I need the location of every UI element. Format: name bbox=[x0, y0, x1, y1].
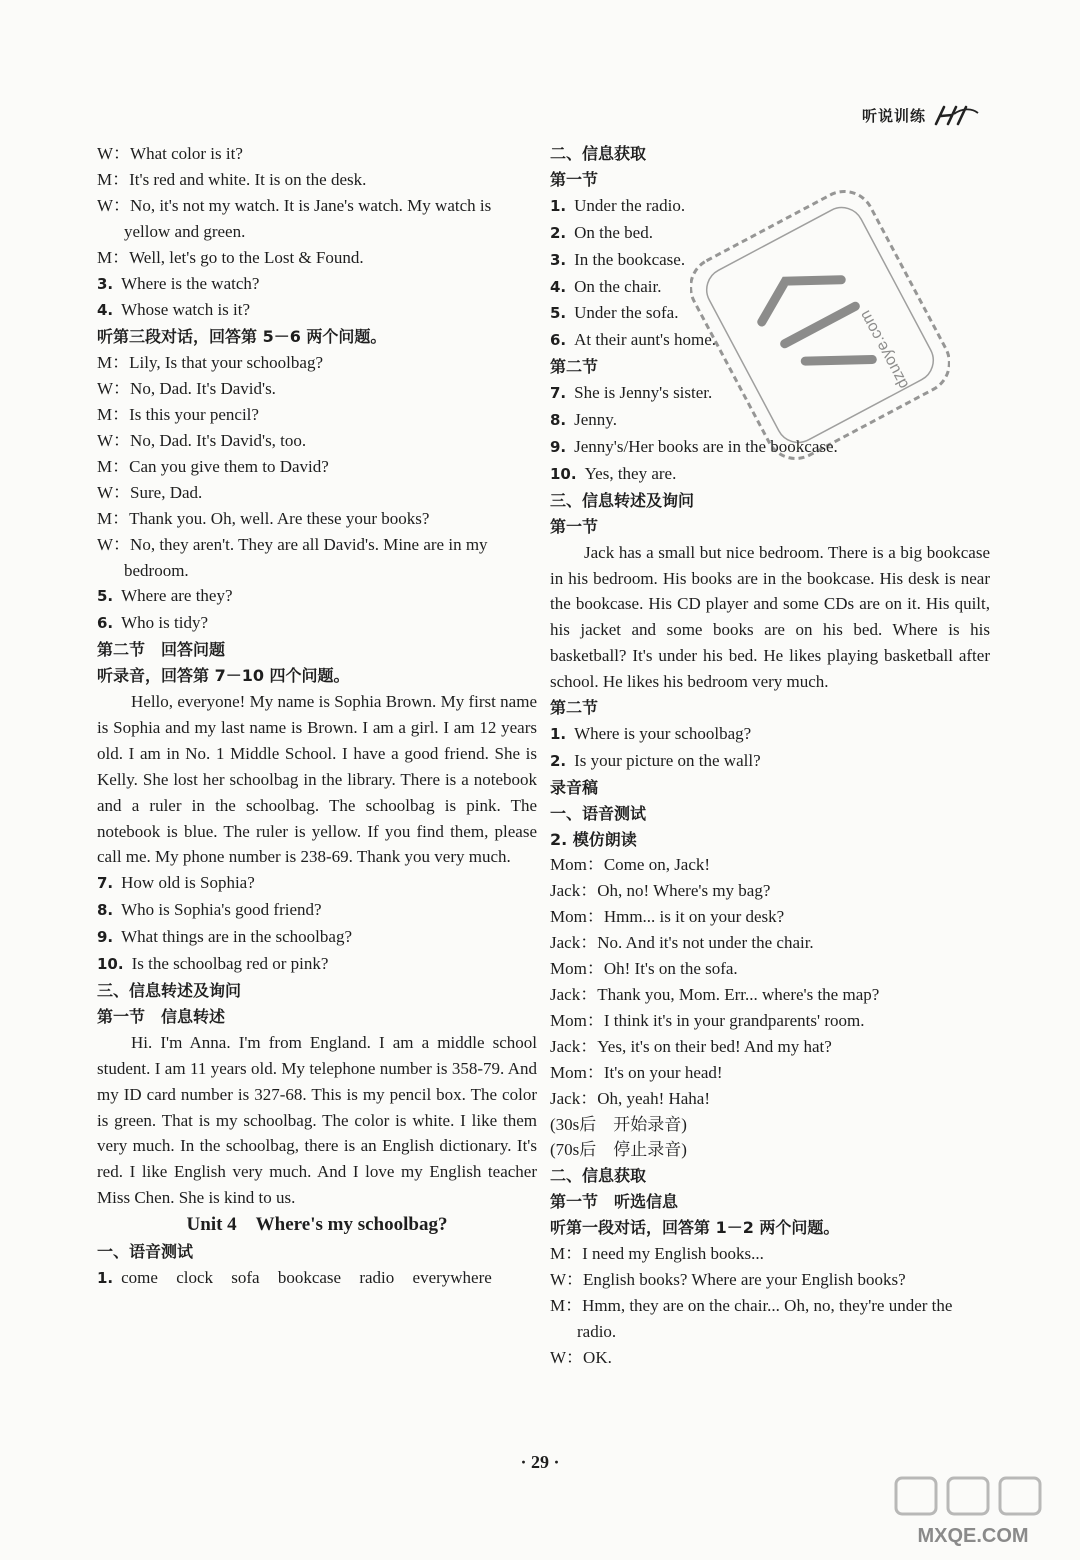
item-text: Where is your schoolbag? bbox=[574, 723, 752, 743]
item-number: 5. bbox=[550, 304, 567, 323]
item-number: 2. bbox=[550, 223, 567, 242]
script-line: Jack：Oh, yeah! Haha! bbox=[550, 1088, 711, 1108]
header-title: 听说训练 bbox=[861, 106, 926, 125]
section-heading: 录音稿 bbox=[550, 777, 599, 797]
section-heading: 三、信息转述及询问 bbox=[97, 981, 242, 1000]
numbered-item bbox=[550, 407, 990, 434]
numbered-item bbox=[97, 951, 537, 978]
item-text: Who is tidy? bbox=[121, 613, 209, 633]
dialogue-line: M：Thank you. Oh, well. Are these your books? bbox=[97, 508, 430, 528]
dialogue-line: M：Lily, Is that your schoolbag? bbox=[97, 353, 323, 373]
left-column bbox=[97, 141, 537, 1292]
dialogue-line: M：It's red and white. It is on the desk. bbox=[97, 169, 367, 189]
dialogue-line: W：OK. bbox=[550, 1347, 612, 1367]
dialogue-line: W：What color is it? bbox=[97, 144, 243, 163]
script-line: Mom：Hmm... is it on your desk? bbox=[550, 907, 785, 927]
section-heading: 二、信息获取 bbox=[550, 1166, 647, 1186]
section-heading: 听第三段对话，回答第 5－6 两个问题。 bbox=[97, 327, 387, 347]
section-heading: 第一节 bbox=[550, 516, 599, 536]
section-heading: 第一节 bbox=[550, 169, 599, 189]
item-text: Jenny. bbox=[574, 410, 617, 430]
page-header bbox=[862, 104, 980, 126]
item-number: 9. bbox=[550, 437, 567, 456]
section-heading: 二、信息获取 bbox=[550, 144, 647, 163]
passage-paragraph: Hi. I'm Anna. I'm from England. I am a middle school student. I am 11 years old. My telephone number is 358-79. And my ID card number is 327-68. This is my pencil box. The color is green. That is my schoolbag. The color is white. I like them very much. In the schoolbag, there is an English dictionary. It's red. I like English very much. And I love my English teacher Miss Chen. She is kind to us. bbox=[97, 1032, 537, 1208]
dialogue-line: W：No, they aren't. They are all David's. Mine are in my bedroom. bbox=[97, 534, 488, 580]
item-number: 5. bbox=[97, 587, 114, 606]
item-number: 8. bbox=[97, 901, 114, 920]
numbered-item bbox=[97, 297, 537, 324]
script-line: Jack：Thank you, Mom. Err... where's the map? bbox=[550, 985, 880, 1004]
item-number: 4. bbox=[97, 301, 114, 320]
item-number: 6. bbox=[550, 331, 567, 350]
numbered-item bbox=[97, 870, 537, 897]
script-line: Mom：It's on your head! bbox=[550, 1062, 723, 1082]
numbered-item bbox=[550, 274, 990, 301]
numbered-item bbox=[550, 327, 990, 354]
script-line: Mom：I think it's in your grandparents' room. bbox=[550, 1010, 865, 1030]
item-number: 9. bbox=[97, 928, 114, 947]
numbered-item bbox=[97, 583, 537, 610]
page-number: · 29 · bbox=[520, 1452, 560, 1472]
item-number: 3. bbox=[550, 250, 567, 269]
section-heading: 听录音，回答第 7－10 四个问题。 bbox=[97, 666, 350, 686]
item-number: 6. bbox=[97, 614, 114, 633]
dialogue-line: W：No, Dad. It's David's. bbox=[97, 379, 276, 399]
item-text: At their aunt's home. bbox=[574, 330, 717, 350]
numbered-item bbox=[550, 461, 990, 488]
dialogue-line: M：Can you give them to David? bbox=[97, 456, 329, 476]
item-text: Jenny's/Her books are in the bookcase. bbox=[574, 436, 838, 456]
item-text: Yes, they are. bbox=[584, 463, 677, 483]
numbered-item bbox=[550, 721, 990, 748]
item-text: Is your picture on the wall? bbox=[574, 750, 761, 770]
hf-logo-icon bbox=[932, 104, 980, 126]
watermark-logo bbox=[888, 1472, 1058, 1552]
section-heading: 第二节 回答问题 bbox=[97, 640, 226, 660]
numbered-item bbox=[550, 380, 990, 407]
watermark-text: MXQE.COM bbox=[917, 1525, 1029, 1547]
script-line: Jack：Oh, no! Where's my bag? bbox=[550, 881, 771, 901]
numbered-item bbox=[550, 193, 990, 220]
dialogue-line: W：Sure, Dad. bbox=[97, 482, 203, 502]
item-text: come clock sofa bookcase radio everywhere bbox=[121, 1268, 492, 1288]
dialogue-line: M：Is this your pencil? bbox=[97, 405, 259, 425]
script-line: (70s后 停止录音) bbox=[550, 1140, 687, 1160]
script-line: Mom：Come on, Jack! bbox=[550, 855, 711, 875]
item-number: 4. bbox=[550, 277, 567, 296]
item-number: 2. bbox=[550, 751, 567, 770]
script-line: Jack：Yes, it's on their bed! And my hat? bbox=[550, 1036, 832, 1056]
right-column bbox=[550, 141, 990, 1371]
numbered-item bbox=[97, 271, 537, 298]
numbered-item bbox=[550, 300, 990, 327]
script-line: Jack：No. And it's not under the chair. bbox=[550, 933, 814, 953]
item-number: 7. bbox=[550, 384, 567, 403]
script-line: (30s后 开始录音) bbox=[550, 1114, 687, 1134]
numbered-item bbox=[550, 220, 990, 247]
item-text: Under the sofa. bbox=[574, 303, 679, 323]
item-number: 3. bbox=[97, 274, 114, 293]
item-text: How old is Sophia? bbox=[121, 873, 255, 893]
dialogue-line: M：Well, let's go to the Lost & Found. bbox=[97, 247, 364, 267]
item-text: On the bed. bbox=[574, 222, 653, 242]
section-heading: 一、语音测试 bbox=[550, 803, 647, 823]
stamp-text: dzuoye.com bbox=[856, 307, 913, 392]
item-text: Is the schoolbag red or pink? bbox=[131, 954, 329, 974]
section-heading: 2. 模仿朗读 bbox=[550, 829, 637, 849]
section-heading: 三、信息转述及询问 bbox=[550, 490, 695, 510]
item-text: Who is Sophia's good friend? bbox=[121, 900, 322, 920]
item-text: Where is the watch? bbox=[121, 273, 260, 293]
numbered-item bbox=[97, 610, 537, 637]
numbered-item bbox=[97, 924, 537, 951]
item-number: 1. bbox=[550, 196, 567, 215]
section-heading: 听第一段对话，回答第 1－2 两个问题。 bbox=[550, 1218, 840, 1238]
item-text: Whose watch is it? bbox=[121, 300, 251, 320]
dialogue-line: W：No, it's not my watch. It is Jane's watch. My watch is yellow and green. bbox=[97, 195, 492, 241]
section-heading: 第二节 bbox=[550, 698, 599, 718]
section-heading: 第一节 听选信息 bbox=[550, 1192, 679, 1212]
section-heading: 第一节 信息转述 bbox=[97, 1006, 226, 1026]
numbered-item bbox=[550, 247, 990, 274]
numbered-item bbox=[97, 897, 537, 924]
dialogue-line: M：I need my English books... bbox=[550, 1244, 764, 1264]
section-heading: 一、语音测试 bbox=[97, 1242, 194, 1262]
item-number: 8. bbox=[550, 411, 567, 430]
item-number: 1. bbox=[550, 724, 567, 743]
item-text: She is Jenny's sister. bbox=[574, 383, 713, 403]
item-number: 1. bbox=[97, 1269, 114, 1288]
passage-paragraph: Jack has a small but nice bedroom. There is a big bookcase in his bedroom. His books are in the bookcase. His desk is near the bookcase. His CD player and some CDs are on it. His quilt, his jacket and some books are on his bed. Where is his basketball? It's under his bed. He likes playing basketball after school. He likes his bedroom very much. bbox=[550, 542, 990, 692]
dialogue-line: M：Hmm, they are on the chair... Oh, no, they're under the radio. bbox=[550, 1295, 953, 1341]
unit-title: Unit 4 Where's my schoolbag? bbox=[186, 1214, 448, 1236]
passage-paragraph: Hello, everyone! My name is Sophia Brown. My first name is Sophia and my last name is Brown. I am a girl. I am 12 years old. I am in No. 1 Middle School. I have a good friend. She is Kelly. She lost her schoolbag in the library. There is a notebook and a ruler in the schoolbag. The schoolbag is pink. The notebook is blue. The ruler is yellow. If you find them, please call me. My phone number is 238-69. Thank you very much. bbox=[97, 692, 537, 867]
item-text: In the bookcase. bbox=[574, 249, 686, 269]
word-list-item bbox=[97, 1265, 537, 1292]
numbered-item bbox=[550, 434, 990, 461]
item-text: On the chair. bbox=[574, 276, 662, 296]
item-number: 10. bbox=[550, 464, 577, 483]
item-text: What things are in the schoolbag? bbox=[121, 927, 352, 947]
script-line: Mom：Oh! It's on the sofa. bbox=[550, 959, 738, 979]
section-heading: 第二节 bbox=[550, 357, 599, 377]
numbered-item bbox=[550, 748, 990, 775]
item-text: Under the radio. bbox=[574, 195, 686, 215]
item-text: Where are they? bbox=[121, 586, 233, 606]
item-number: 7. bbox=[97, 874, 114, 893]
dialogue-line: W：English books? Where are your English books? bbox=[550, 1269, 906, 1289]
item-number: 10. bbox=[97, 955, 124, 974]
dialogue-line: W：No, Dad. It's David's, too. bbox=[97, 430, 307, 450]
